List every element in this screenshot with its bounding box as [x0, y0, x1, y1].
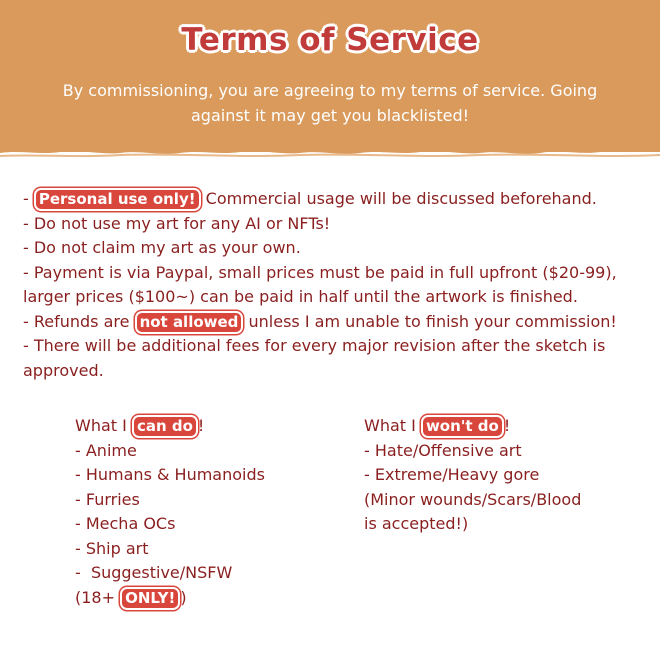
highlight-badge: ONLY!: [120, 587, 180, 610]
heading-suffix: !: [197, 416, 205, 435]
list-item: - Anime: [75, 440, 137, 460]
rule-item: [23, 236, 643, 261]
list-item: - Furries: [75, 489, 140, 509]
highlight-badge: won't do: [421, 415, 504, 438]
highlight-badge: not allowed: [135, 311, 244, 334]
rule-item: [23, 261, 643, 310]
intro-text: By commissioning, you are agreeing to my terms of service. Going against it may get you blacklisted!: [62, 81, 598, 125]
rule-text: - Do not claim my art as your own.: [23, 238, 301, 257]
rule-item: [23, 187, 643, 212]
wont-do-column: [364, 414, 624, 537]
rule-text: unless I am unable to finish your commission!: [243, 311, 617, 331]
rule-text: Commercial usage will be discussed beforehand.: [200, 189, 597, 208]
list-item: is accepted!): [364, 514, 469, 533]
list-item: - Ship art: [75, 538, 149, 558]
page-title: Terms of Service: [181, 22, 479, 58]
list-item: - Extreme/Heavy gore: [364, 465, 540, 484]
heading-prefix: What I: [75, 416, 132, 435]
can-do-heading: [75, 414, 335, 439]
list-item: (Minor wounds/Scars/Blood: [364, 489, 582, 509]
rule-prefix: - Refunds are: [23, 311, 135, 331]
rule-text: - Payment is via Paypal, small prices must be paid in full upfront ($20-99), larger prices ($100~) can be paid in half until the artwork is finished.: [23, 262, 617, 306]
rule-text: - Do not use my art for any AI or NFTs!: [23, 213, 331, 233]
list-item: - Suggestive/NSFW: [75, 563, 233, 582]
can-do-column: [75, 414, 335, 610]
rule-prefix: -: [23, 189, 34, 208]
note-suffix: ): [180, 587, 187, 607]
note-prefix: (18+: [75, 587, 121, 607]
header-torn-edge: [0, 142, 660, 162]
heading-prefix: What I: [364, 416, 421, 435]
rule-item: [23, 334, 643, 383]
heading-suffix: !: [503, 416, 511, 435]
list-item: - Hate/Offensive art: [364, 440, 522, 460]
highlight-badge: can do: [132, 415, 198, 438]
list-item: - Mecha OCs: [75, 514, 176, 533]
highlight-badge: Personal use only!: [34, 188, 201, 211]
list-item: - Humans & Humanoids: [75, 465, 265, 484]
rule-item: [23, 212, 643, 237]
age-note: [75, 586, 335, 611]
rules-list: [23, 187, 643, 383]
rule-text: - There will be additional fees for every major revision after the sketch is approved.: [23, 336, 606, 380]
rule-item: [23, 310, 643, 335]
wont-do-heading: [364, 414, 624, 439]
